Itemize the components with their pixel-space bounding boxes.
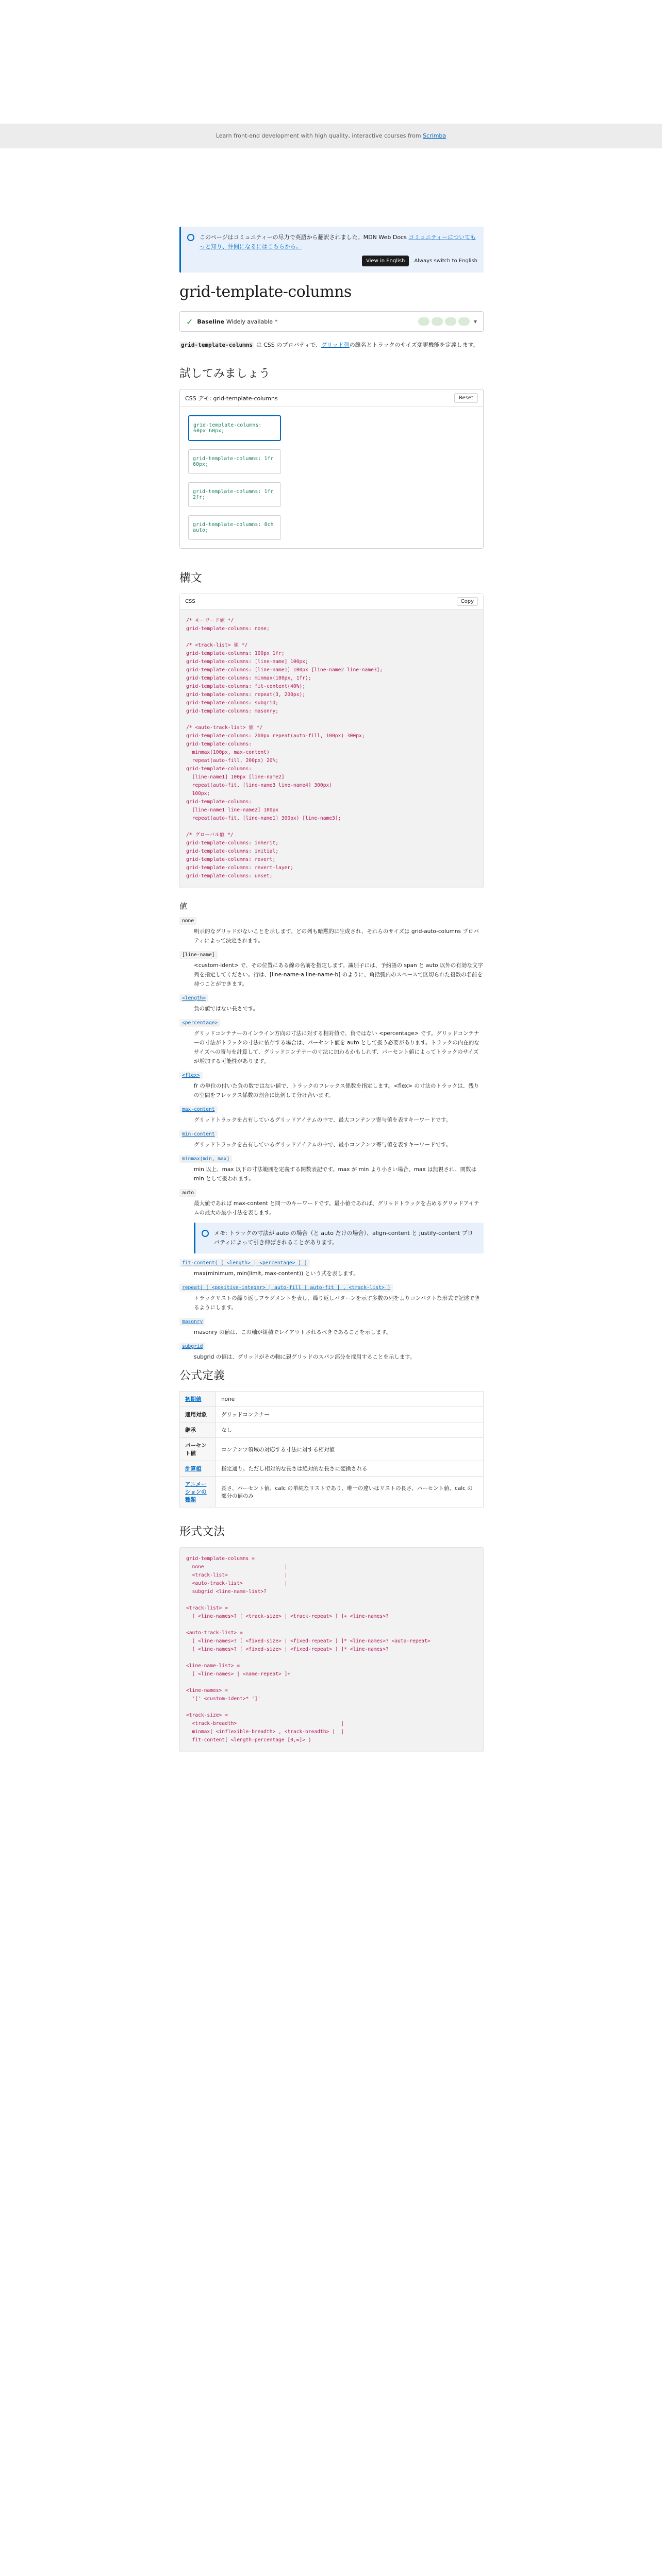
syntax-code-block: [179, 594, 484, 888]
value-term[interactable]: min-content: [179, 1130, 218, 1138]
value-term[interactable]: <length>: [179, 994, 208, 1002]
value-term: [line-name]: [179, 951, 218, 959]
baseline-label: Baseline Widely available *: [197, 318, 278, 325]
chrome-icon: [418, 317, 429, 326]
info-icon: [187, 234, 194, 241]
article: [179, 227, 484, 1765]
promo-link[interactable]: Scrimba: [423, 132, 446, 139]
values-list: [179, 917, 484, 1362]
value-term[interactable]: max-content: [179, 1106, 218, 1113]
demo-option[interactable]: grid-template-columns: 60px 60px;: [188, 415, 281, 441]
page-title: grid-template-columns: [179, 283, 352, 301]
value-term: none: [179, 917, 196, 925]
view-english-button[interactable]: View in English: [362, 256, 409, 266]
value-desc: グリッドトラックを占有しているグリッドアイテムの中で、最大コンテンツ寄与値を表すキーワードです。: [194, 1117, 452, 1123]
translation-notice: [179, 227, 484, 273]
reset-button[interactable]: Reset: [454, 393, 478, 403]
tryit-heading: 試してみましょう: [179, 367, 271, 380]
interactive-example: [179, 389, 484, 549]
value-desc: min 以上、max 以下の寸法範囲を定義する関数表記です。max が min より小さい場合、max は無視され、関数は min として扱われます。: [194, 1166, 477, 1182]
value-desc: グリッドコンテナーのインライン方向の寸法に対する相対値で、負ではない <percentage> です。グリッドコンテナーの寸法がトラックの寸法に依存する場合は、パーセント値を auto として扱う必要があります。トラックの内在的なサイズへの寄与を計算して、グリッドコンテナーの寸法に加わるかもしれず、パーセント値によってトラックのサイズが増加する可能性があります。: [194, 1030, 479, 1064]
safari-icon: [458, 317, 470, 326]
demo-preview: [291, 415, 475, 540]
value-desc: グリッドトラックを占有しているグリッドアイテムの中で、最小コンテンツ寄与値を表すキーワードです。: [194, 1142, 452, 1148]
table-row: アニメーションの種類 長さ、パーセント値、calc の単純なリストであり、唯一の違いはリストの長さ、パーセント値、calc の部分の値のみ: [180, 1477, 484, 1507]
formal-syntax-heading: 形式文法: [179, 1526, 225, 1538]
browser-support-icons: [418, 317, 470, 326]
value-desc: subgrid の値は、グリッドがその軸に親グリッドのスパン部分を採用することを示します。: [194, 1354, 416, 1360]
value-desc: 最大値であれば max-content と同一のキーワードです。最小値であれば、グリッドトラックを占めるグリッドアイテムの最大の最小寸法を表します。: [194, 1200, 479, 1216]
demo-option[interactable]: grid-template-columns: 8ch auto;: [188, 515, 281, 540]
table-row: 継承 なし: [180, 1422, 484, 1438]
value-term[interactable]: masonry: [179, 1318, 205, 1326]
top-blank-area: [0, 0, 662, 124]
formal-definition-table: [179, 1391, 484, 1507]
syntax-code: /* キーワード値 */ grid-template-columns: none; /* <track-list> 値 */ grid-template-columns: 100px 1fr; grid-template-columns: [line-name] 100px; grid-template-columns: [line-name1] 100px [line-name2 line-name3]; grid-template-columns: minmax(100px, 1fr); grid-template-columns: fit-content(40%); grid-template-columns: repeat(3, 200px); grid-template-columns: subgrid; grid-template-columns: masonry; /* <auto-track-list> 値 */ grid-template-columns: 200px repeat(auto-fill, 100px) 300px; grid-template-columns: minmax(100px, max-content) repeat(auto-fill, 200px) 20%; grid-template-columns: [line-name1] 100px [line-name2] repeat(auto-fit, [line-name3 line-name4] 300px) 100px; grid-template-columns: [line-name1 line-name2] 100px repeat(auto-fit, [line-name1] 300px) [line-name3]; /* グローバル値 */ grid-template-columns: inherit; grid-template-columns: initial; grid-template-columns: revert; grid-template-columns: revert-layer; grid-template-columns: unset;: [186, 618, 383, 879]
demo-option[interactable]: grid-template-columns: 1fr 2fr;: [188, 482, 281, 507]
formal-definition-heading: 公式定義: [179, 1369, 225, 1382]
value-term[interactable]: repeat( [ <positive-integer> | auto-fill | auto-fit ] , <track-list> ): [179, 1284, 393, 1292]
check-icon: ✓: [186, 316, 193, 327]
value-term: auto: [179, 1189, 196, 1197]
promo-text: Learn front-end development with high quality, interactive courses from: [216, 132, 423, 139]
value-desc: トラックリストの繰り返しフラグメントを表し、繰り返しパターンを示す多数の列をよりコンパクトな形式で記述できるようにします。: [194, 1295, 481, 1311]
table-row: パーセント値 コンテンツ領域の対応する寸法に対する相対値: [180, 1438, 484, 1461]
demo-option[interactable]: grid-template-columns: 1fr 60px;: [188, 449, 281, 474]
value-term[interactable]: subgrid: [179, 1343, 205, 1350]
edge-icon: [432, 317, 443, 326]
value-desc: 明示的なグリッドがないことを示します。どの列も暗黙的に生成され、それらのサイズは grid-auto-columns プロパティによって決定されます。: [194, 928, 479, 944]
notice-text: このページはコミュニティーの尽力で英語から翻訳されました。MDN Web Docs コミュニティーについてもっと知り、仲間になるにはこちらから。: [200, 234, 476, 250]
value-desc: <custom-ident> で、その位置にある線の名前を指定します。識別子には、予約語の span と auto 以外の有効な文字列を指定してください。行は、[line-name-a line-name-b] のように、角括弧内のスペースで区切られた複数の名前を持つことができます。: [194, 962, 483, 987]
firefox-icon: [445, 317, 456, 326]
community-link[interactable]: コミュニティーについてもっと知り、仲間になるにはこちらから。: [200, 234, 476, 250]
table-row: 計算値 指定通り。ただし相対的な長さは絶対的な長さに変換される: [180, 1461, 484, 1477]
value-term[interactable]: minmax(min, max): [179, 1155, 232, 1163]
table-row: 適用対象 グリッドコンテナー: [180, 1407, 484, 1422]
intro-paragraph: grid-template-columns は CSS のプロパティで、グリッド列の線名とトラックのサイズ変更機能を定義します。: [179, 340, 484, 350]
formal-syntax-code-block: [179, 1547, 484, 1752]
value-desc: fr の単位の付いた負の数ではない値で、トラックのフレックス係数を指定します。<flex> の寸法のトラックは、残りの空間をフレックス係数の割合に比例して分け合います。: [194, 1083, 479, 1098]
copy-button[interactable]: Copy: [457, 597, 478, 606]
table-row: 初期値 none: [180, 1392, 484, 1407]
value-desc: 負の値ではない長さです。: [194, 1006, 259, 1012]
note-box: メモ: トラックの寸法が auto の場合（と auto だけの場合）、align-content と justify-content プロパティによって引き伸ばされることがあります。: [194, 1223, 484, 1253]
syntax-heading: 構文: [179, 572, 203, 585]
info-icon: [202, 1230, 209, 1237]
formal-syntax-code: grid-template-columns = none | <track-list> | <auto-track-list> | subgrid <line-name-list>? <track-list> = [ <line-names>? [ <track-size> | <track-repeat> ] ]+ <line-names>? <auto-track-list> = [ <line-names>? [ <fixed-size> | <fixed-repeat> ] ]* <line-names>? <auto-repeat> [ <line-names>? [ <fixed-size> | <fixed-repeat> ] ]* <line-names>? <line-name-list> = [ <line-names> | <name-repeat> ]+ <line-names> = '[' <custom-ident>* ']' <track-size> = <track-breadth> | minmax( <inflexible-breadth> , <track-breadth> ) | fit-content( <length-percentage [0,∞]> ): [186, 1556, 431, 1743]
value-term[interactable]: <percentage>: [179, 1019, 220, 1027]
code-lang: CSS: [185, 599, 195, 604]
value-desc: max(minimum, min(limit, max-content)) という式を表します。: [194, 1270, 359, 1277]
always-english-button[interactable]: Always switch to English: [414, 258, 477, 264]
chevron-down-icon[interactable]: ▼: [473, 319, 477, 324]
values-heading: 値: [179, 902, 188, 911]
value-desc: masonry の値は、この軸が組積でレイアウトされるべきであることを示します。: [194, 1329, 392, 1335]
grid-column-link[interactable]: グリッド列: [321, 342, 350, 348]
value-term[interactable]: fit-content( [ <length> | <percentage> ] ): [179, 1259, 310, 1267]
demo-label: CSS デモ: grid-template-columns: [185, 395, 278, 402]
baseline-banner[interactable]: [179, 311, 484, 332]
value-term[interactable]: <flex>: [179, 1072, 203, 1079]
demo-options: [188, 415, 281, 540]
promo-banner: [0, 124, 662, 148]
